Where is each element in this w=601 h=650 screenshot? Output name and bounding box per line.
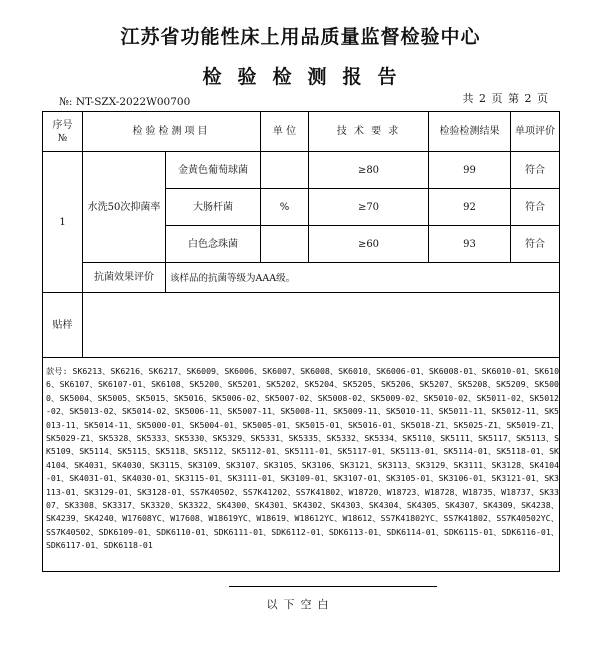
page-info: 共 2 页 第 2 页 <box>462 92 549 105</box>
item-name: 金黄色葡萄球菌 <box>178 164 248 176</box>
header-seq-label: 序号 <box>52 119 73 131</box>
report-number <box>59 96 190 108</box>
result-table <box>42 111 560 572</box>
row-unit: % <box>279 201 290 213</box>
item-requirement: ≥60 <box>357 238 380 250</box>
row-divider <box>43 357 559 358</box>
item-result: 92 <box>463 201 476 213</box>
report-title: 检验检测报告 <box>202 66 413 88</box>
header-requirement: 技 术 要 求 <box>336 126 401 137</box>
report-number-value: NT-SZX-2022W00700 <box>75 96 191 108</box>
header-seq <box>43 112 82 151</box>
item-requirement: ≥70 <box>357 201 380 213</box>
report-number-label: №: <box>59 96 73 108</box>
item-requirement: ≥80 <box>357 164 380 176</box>
header-seq-sub: № <box>57 132 68 144</box>
end-note: 以下空白 <box>266 598 335 611</box>
header-judgement: 单项评价 <box>515 126 555 137</box>
item-result: 93 <box>463 238 476 250</box>
item-judgement: 符合 <box>525 238 545 250</box>
item-name: 白色念珠菌 <box>188 238 238 250</box>
model-list: 款号: SK6213、SK6216、SK6217、SK6009、SK6006、SK6007、SK6008、SK6010、SK6006-01、SK6008-01、SK6010-01、SK6106、SK6107、SK6107-01、SK6108、SK5200、SK5201、SK5202、SK5204、SK5205、SK5206、SK5207、SK5208、SK5209、SK5000、SK5004、SK5005、SK5015、SK5016、SK5006-02、SK5007-02、SK5008-02、SK5009-02、SK5010-02、SK5011-02、SK5012-02、SK5013-02、SK5014-02、SK5006-11、SK5007-11、SK5008-11、SK5009-11、SK5010-11、SK5011-11、SK5012-11、SK5013-11、SK5014-11、SK5000-01、SK5004-01、SK5005-01、SK5015-01、SK5016-01、SK5018-Z1、SK5025-Z1、SK5019-Z1、SK5029-Z1、SK5328、SK5333、SK5330、SK5329、SK5331、SK5335、SK5332、SK5334、SK5110、SK5111、SK5117、SK5113、SK5109、SK5114、SK5115、SK5118、SK5112、SK5112-01、SK5111-01、SK5117-01、SK5113-01、SK5114-01、SK5118-01、SK4104、SK4031、SK4030、SK3115、SK3109、SK3107、SK3105、SK3106、SK3121、SK3113、SK3129、SK3111、SK3128、SK4104-01、SK4031-01、SK4030-01、SK3115-01、SK3111-01、SK3109-01、SK3107-01、SK3105-01、SK3106-01、SK3121-01、SK3113-01、SK3129-01、SK3128-01、SS7K40502、SS7K41202、SS7K41802、W18720、W18723、W18728、W18735、W18737、SK3307、SK3308、SK3317、SK3320、SK3322、SK4300、SK4301、SK4302、SK4303、SK4304、SK4305、SK4307、SK4309、SK4238、SK4239、SK4240、W17608YC、W17608、W18619YC、W18619、W18612YC、W18612、SS7K41802YC、SS7K41802、SS7K40502YC、SS7K40502、SDK6109-01、SDK6110-01、SDK6111-01、SDK6112-01、SDK6113-01、SDK6114-01、SDK6115-01、SDK6116-01、SDK6117-01、SDK6118-01 <box>46 366 559 551</box>
org-title: 江苏省功能性床上用品质量监督检验中心 <box>120 26 481 48</box>
eval-label: 抗菌效果评价 <box>94 272 154 283</box>
row-group: 水洗50次抑菌率 <box>87 201 161 213</box>
sample-area <box>83 293 559 357</box>
header-unit: 单 位 <box>272 126 297 137</box>
eval-text-value: 该样品的抗菌等级为AAA级。 <box>170 272 296 284</box>
item-judgement: 符合 <box>525 201 545 213</box>
header-result: 检验检测结果 <box>439 126 500 137</box>
item-name: 大肠杆菌 <box>193 201 233 213</box>
item-judgement: 符合 <box>525 164 545 176</box>
sample-label: 贴样 <box>52 319 73 331</box>
header-item: 检验检测项目 <box>132 126 211 137</box>
end-divider <box>229 586 437 587</box>
row-seq: 1 <box>59 216 66 228</box>
eval-text <box>166 264 556 289</box>
item-result: 99 <box>463 164 476 176</box>
